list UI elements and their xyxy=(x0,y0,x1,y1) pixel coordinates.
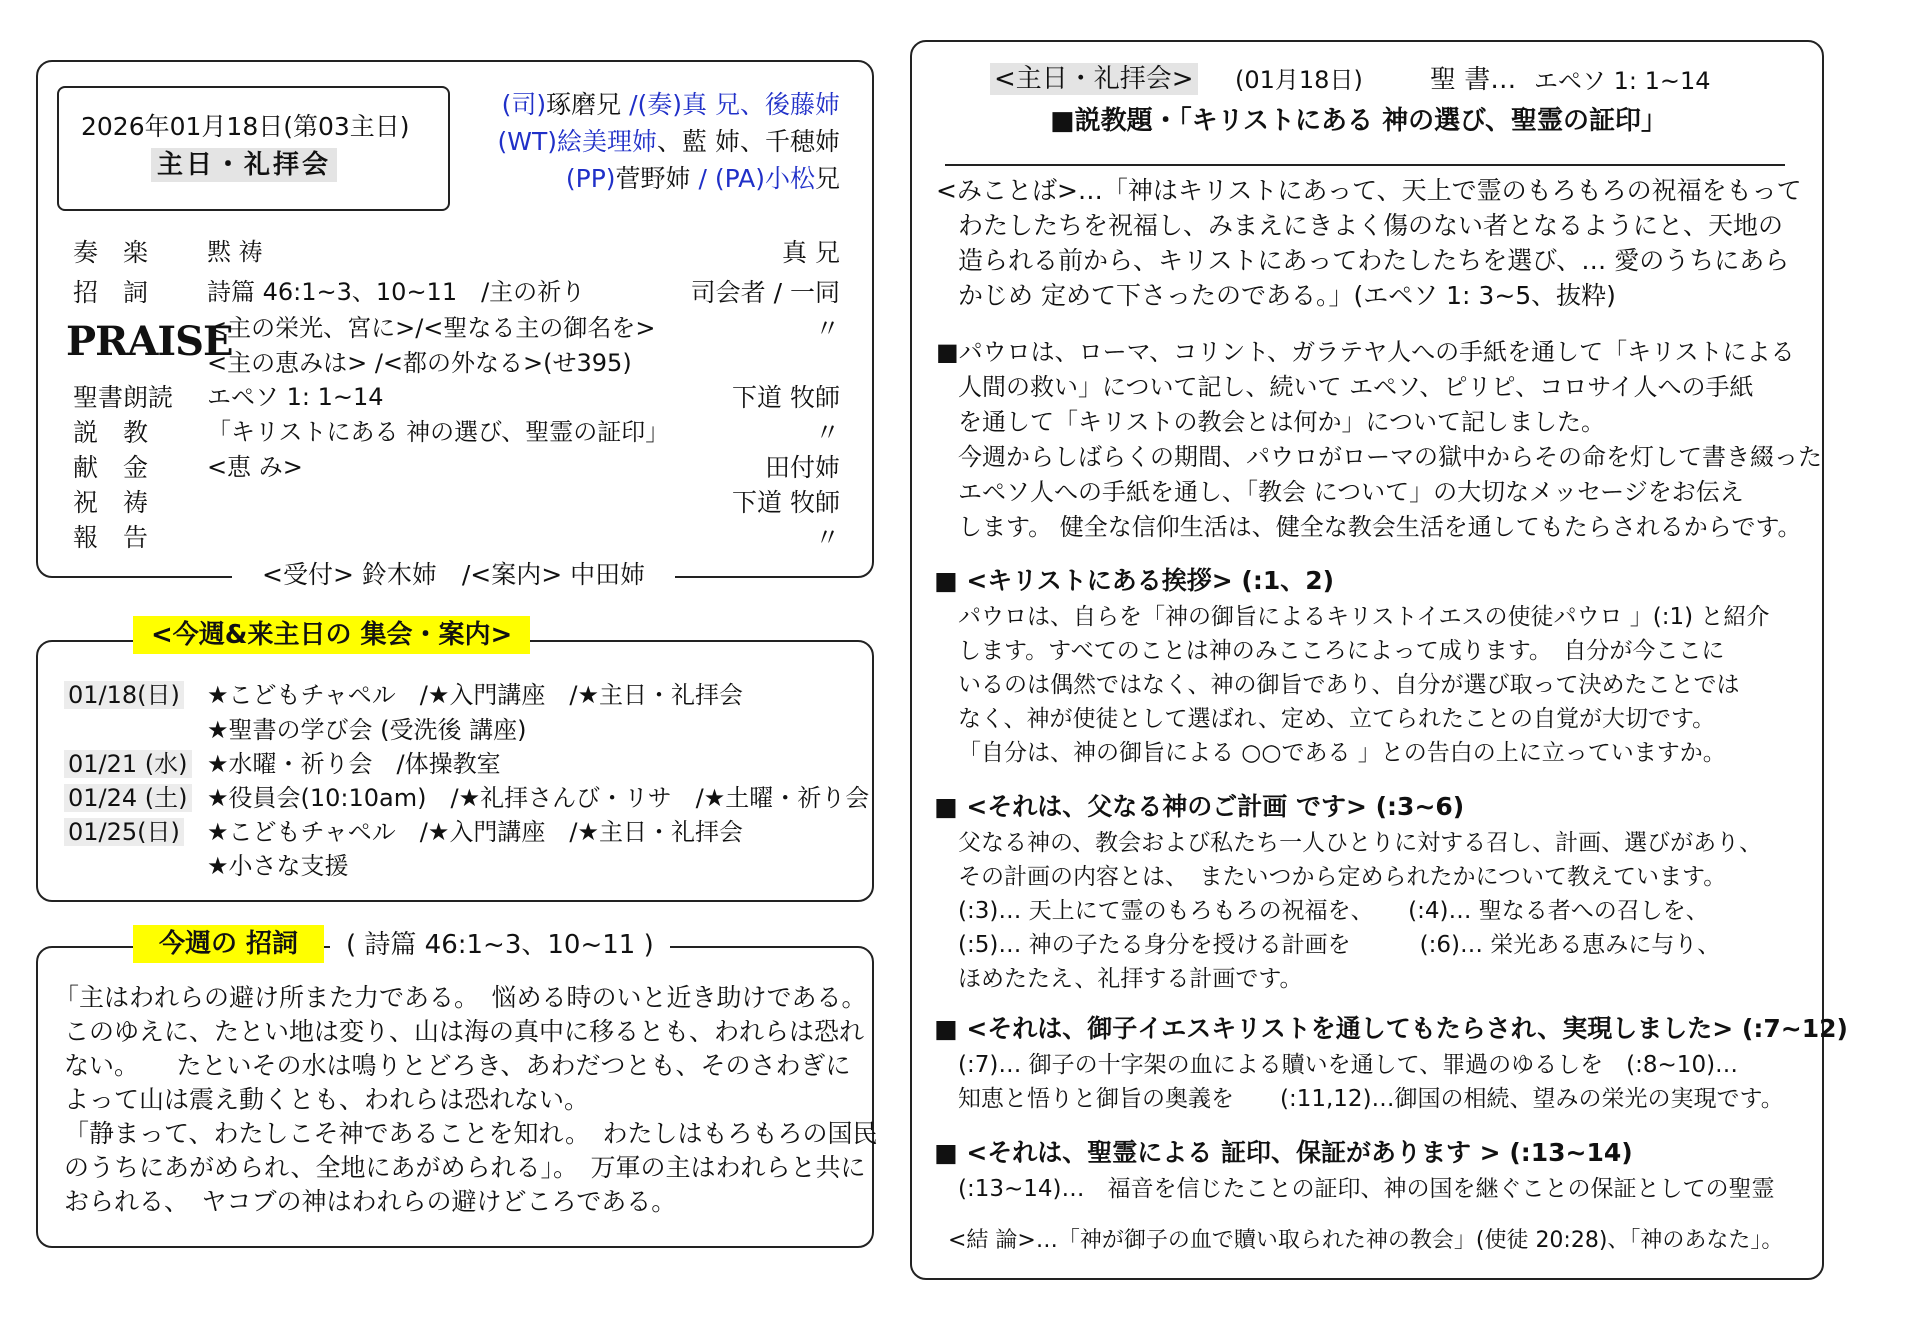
schedule-items: ★小さな支援 xyxy=(207,852,349,880)
call-to-worship-line: よって山は震え動くとも、われらは恐れない。 xyxy=(64,1085,590,1114)
call-to-worship-title: 今週の 招詞 xyxy=(133,925,324,963)
section-line: その計画の内容とは、 またいつから定められたかについて教えています。 xyxy=(958,864,1727,890)
program-person: 下道 牧師 xyxy=(732,383,840,412)
call-to-worship-line: のうちにあがめられ、全地にあがめられる」。 万軍の主はわれらと共に xyxy=(64,1153,866,1182)
section-line: なく、神が使徒として選ばれ、定め、立てられたことの自覚が大切です。 xyxy=(958,706,1716,732)
sermon-service-label: <主日・礼拝会> xyxy=(990,63,1198,95)
intro-line: 人間の救い」について記し、続いて エペソ、ピリピ、コロサイ人への手紙 xyxy=(958,373,1754,401)
praise-logo: PRAISE xyxy=(66,318,233,365)
intro-line: を通して「キリストの教会とは何か」について記しました。 xyxy=(958,408,1606,436)
word-line: <みことば>…「神はキリストにあって、天上で霊のもろもろの祝福をもって xyxy=(936,176,1802,205)
program-label: 奏 楽 xyxy=(73,238,149,267)
intro-line: ■パウロは、ローマ、コリント、ガラテヤ人への手紙を通して「キリストによる xyxy=(936,338,1795,366)
section-heading: ■ <それは、聖霊による 証印、保証があります > (:13~14) xyxy=(934,1138,1633,1167)
section-line: 「自分は、神の御旨による ○○である 」との告白の上に立っていますか。 xyxy=(958,740,1726,766)
program-person: 〃 xyxy=(814,418,840,447)
program-label: 献 金 xyxy=(73,453,149,482)
program-content: 詩篇 46:1~3、10~11 /主の祈り xyxy=(207,278,586,306)
program-person: 〃 xyxy=(814,523,840,552)
schedule-items: ★水曜・祈り会 /体操教室 xyxy=(207,750,501,778)
intro-line: エペソ人への手紙を通し、「教会 について」の大切なメッセージをお伝え xyxy=(958,478,1744,506)
call-to-worship-line: 「主はわれらの避け所また力である。 悩める時のいと近き助けである。 xyxy=(54,983,867,1012)
section-line: 父なる神の、教会および私たち一人ひとりに対する召し、計画、選びがあり、 xyxy=(958,830,1763,856)
program-content: <主の恵みは> /<都の外なる>(せ395) xyxy=(207,349,632,377)
word-line: 造られる前から、キリストにあってわたしたちを選び、… 愛のうちにあら xyxy=(958,246,1790,275)
program-label: 招 詞 xyxy=(73,278,149,307)
roles-line-3: (PP)菅野姉 / (PA)小松兄 xyxy=(565,164,840,193)
section-line: (:3)… 天上にて霊のもろもろの祝福を、 (:4)… 聖なる者への召しを、 xyxy=(958,898,1709,924)
section-heading: ■ <それは、父なる神のご計画 です> (:3~6) xyxy=(934,792,1465,821)
schedule-items: ★こどもチャペル /★入門講座 /★主日・礼拝会 xyxy=(207,681,743,709)
schedule-date: 01/24 (土) xyxy=(64,784,192,812)
program-label: 説 教 xyxy=(73,418,149,447)
program-person: 司会者 / 一同 xyxy=(690,278,840,307)
service-date: 2026年01月18日(第03主日) xyxy=(81,112,410,141)
call-to-worship-line: 「静まって、わたしこそ神であることを知れ。 わたしはもろもろの国民 xyxy=(64,1119,878,1148)
program-content: 黙 祷 xyxy=(207,238,263,266)
program-label: 祝 祷 xyxy=(73,488,149,517)
section-line: 知恵と悟りと御旨の奥義を (:11,12)…御国の相続、望みの栄光の実現です。 xyxy=(958,1086,1784,1112)
schedule-date: 01/21 (水) xyxy=(64,750,192,778)
program-label: 聖書朗読 xyxy=(73,383,174,412)
program-person: 〃 xyxy=(814,314,840,343)
call-to-worship-line: ない。 たといその水は鳴りとどろき、あわだつとも、そのさわぎに xyxy=(64,1051,851,1080)
scripture-reference: エペソ 1: 1~14 xyxy=(1534,67,1711,95)
section-line: します。すべてのことは神のみこころによって成ります。 自分が今ここに xyxy=(958,638,1725,664)
section-heading: ■ <それは、御子イエスキリストを通してもたらされ、実現しました> (:7~12) xyxy=(934,1014,1848,1043)
call-to-worship-reference: ( 詩篇 46:1~3、10~11 ) xyxy=(330,932,670,958)
intro-line: 今週からしばらくの期間、パウロがローマの獄中からその命を灯して書き綴った xyxy=(958,443,1822,471)
program-label: 報 告 xyxy=(73,523,149,552)
schedule-items: ★聖書の学び会 (受洗後 講座) xyxy=(207,716,527,744)
schedule-items: ★こどもチャペル /★入門講座 /★主日・礼拝会 xyxy=(207,818,743,846)
schedule-date: 01/18(日) xyxy=(64,681,184,709)
section-line: (:13~14)… 福音を信じたことの証印、神の国を継ぐことの保証としての聖霊 xyxy=(958,1176,1775,1202)
service-name: 主日・礼拝会 xyxy=(151,148,337,182)
reception-line: <受付> 鈴木姉 /<案内> 中田姉 xyxy=(232,562,675,587)
word-line: わたしたちを祝福し、みまえにきよく傷のない者となるようにと、天地の xyxy=(958,211,1784,240)
section-line: いるのは偶然ではなく、神の御旨であり、自分が選び取って決めたことでは xyxy=(958,672,1740,698)
program-content: <恵 み> xyxy=(207,453,303,481)
sermon-conclusion: <結 論>…「神が御子の血で贖い取られた神の教会」(使徒 20:28)、「神のあなた」。 xyxy=(948,1228,1784,1253)
section-line: (:5)… 神の子たる身分を授ける計画を (:6)… 栄光ある恵みに与り、 xyxy=(958,932,1721,958)
sermon-title: ■説教題・「キリストにある 神の選び、聖霊の証印」 xyxy=(1050,106,1668,136)
intro-line: します。 健全な信仰生活は、健全な教会生活を通してもたらされるからです。 xyxy=(958,513,1802,541)
roles-line-1: (司)琢磨兄 /(奏)真 兄、後藤姉 xyxy=(501,90,840,119)
schedule-date: 01/25(日) xyxy=(64,818,184,846)
call-to-worship-line: このゆえに、たとい地は変り、山は海の真中に移るとも、われらは恐れ xyxy=(64,1017,865,1046)
program-content: <主の栄光、宮に>/<聖なる主の御名を> xyxy=(207,314,656,342)
date-box xyxy=(57,86,450,211)
program-person: 真 兄 xyxy=(782,238,840,267)
schedule-items: ★役員会(10:10am) /★礼拝さんび・リサ /★土曜・祈り会 xyxy=(207,784,870,812)
sermon-date: (01月18日) xyxy=(1235,66,1363,94)
program-person: 田付姉 xyxy=(764,453,840,482)
section-heading: ■ <キリストにある挨拶> (:1、2) xyxy=(934,566,1335,595)
roles-line-2: (WT)絵美理姉、藍 姉、千穂姉 xyxy=(497,127,840,156)
schedule-title: <今週&来主日の 集会・案内> xyxy=(133,616,530,654)
program-person: 下道 牧師 xyxy=(732,488,840,517)
program-content: 「キリストにある 神の選び、聖霊の証印」 xyxy=(207,418,670,446)
section-line: (:7)… 御子の十字架の血による贖いを通して、罪過のゆるしを (:8~10)… xyxy=(958,1052,1739,1078)
section-line: パウロは、自らを「神の御旨によるキリストイエスの使徒パウロ 」(:1) と紹介 xyxy=(958,604,1770,630)
header-divider xyxy=(945,164,1785,166)
program-content: エペソ 1: 1~14 xyxy=(207,383,384,411)
call-to-worship-line: おられる、 ヤコブの神はわれらの避けどころである。 xyxy=(64,1187,677,1216)
word-line: かじめ 定めて下さったのである。」(エペソ 1: 3~5、抜粋) xyxy=(958,281,1616,310)
scripture-label: 聖 書… xyxy=(1430,65,1517,95)
section-line: ほめたたえ、礼拝する計画です。 xyxy=(958,966,1303,992)
